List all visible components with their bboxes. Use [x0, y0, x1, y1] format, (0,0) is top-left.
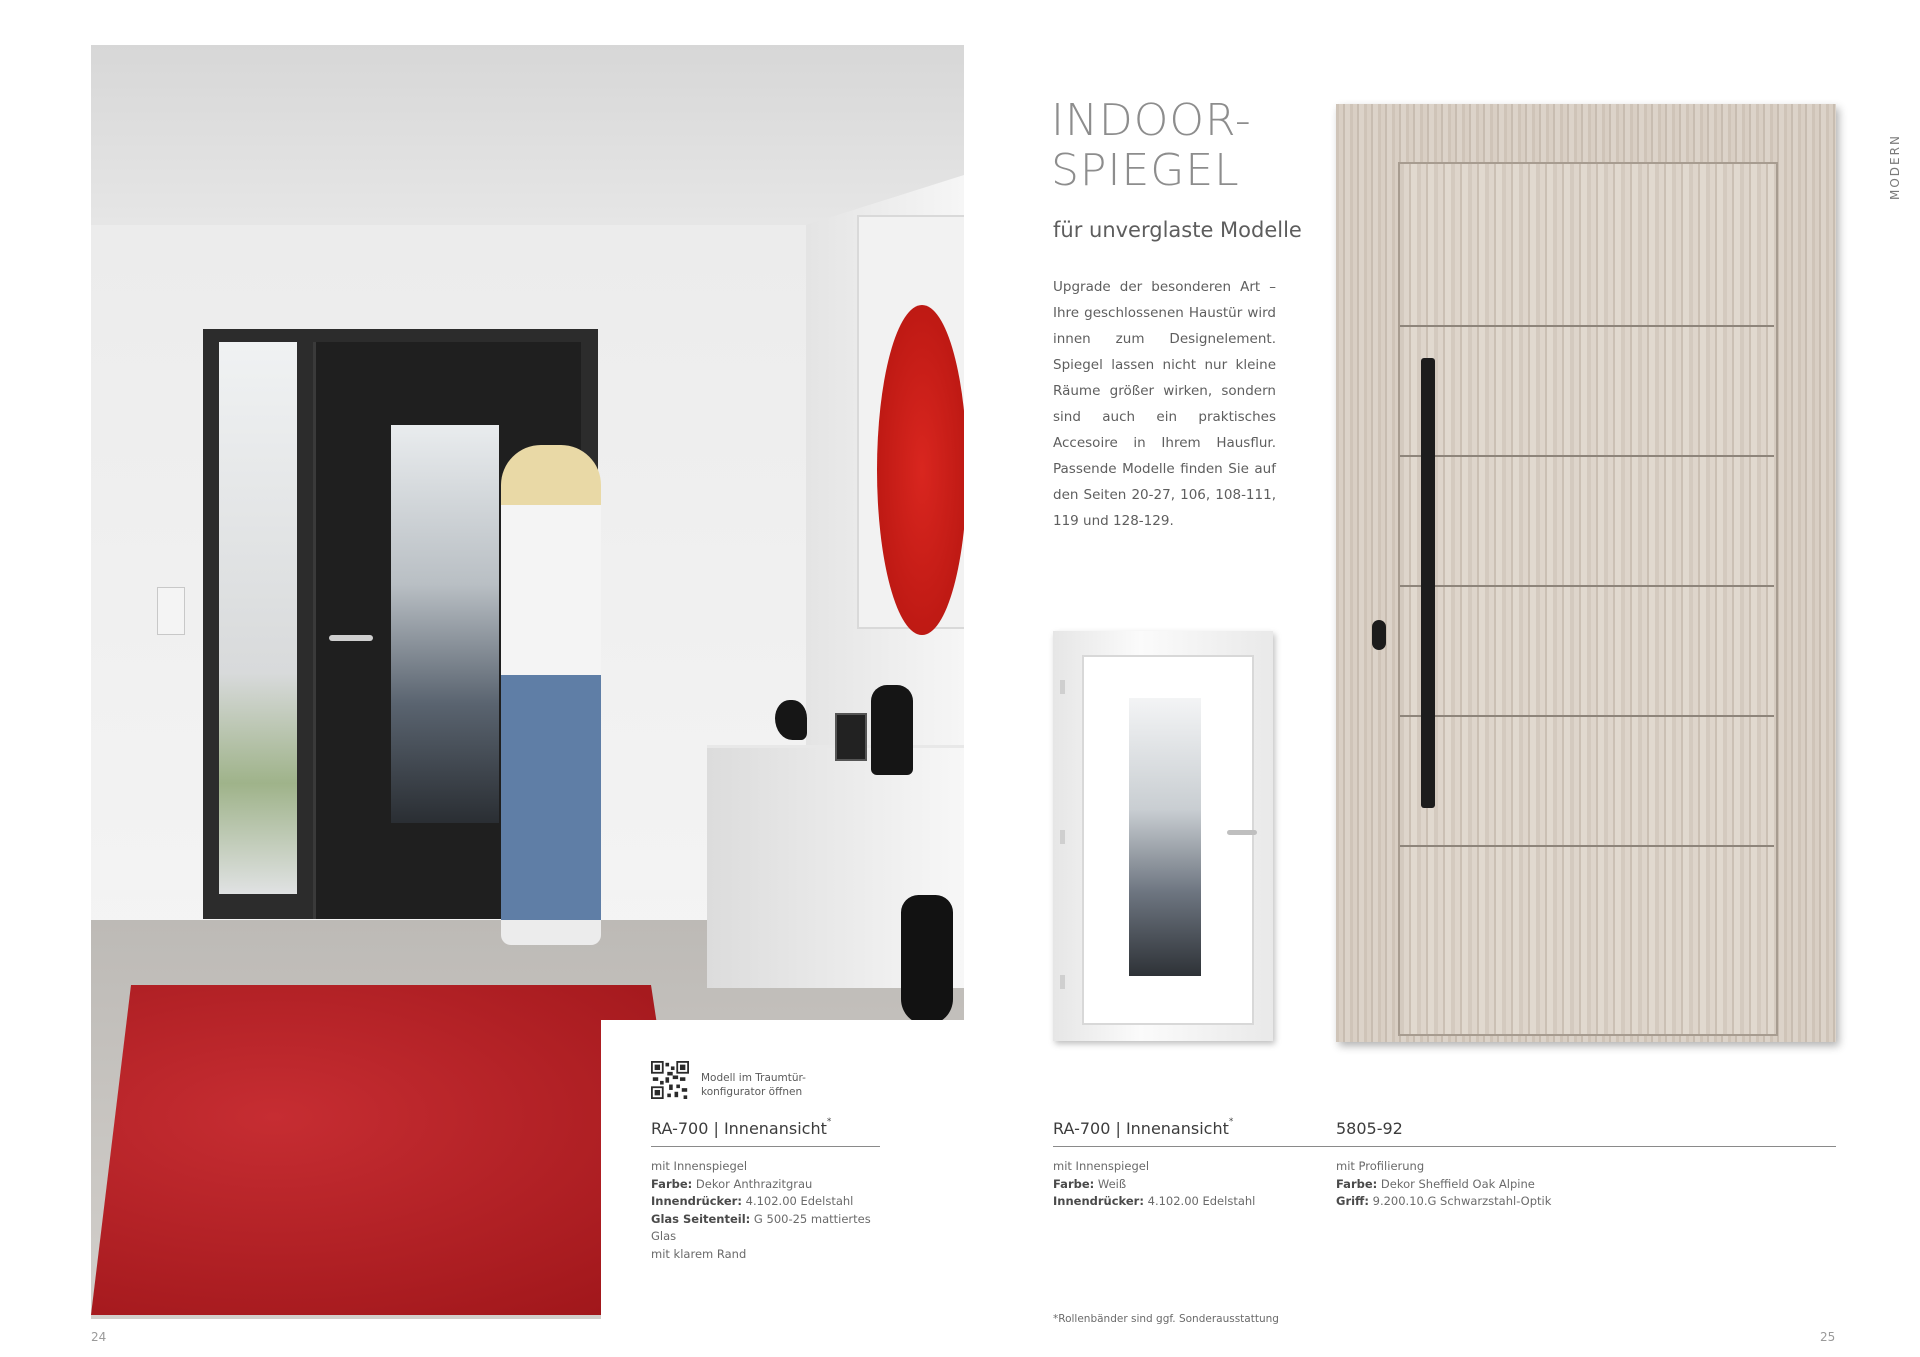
product-a-title	[1053, 1119, 1233, 1138]
headline-line-2: SPIEGEL	[1051, 145, 1240, 196]
bird-figurine	[775, 700, 807, 740]
door-groove	[1400, 325, 1774, 327]
product-a-title-sup: *	[1228, 1117, 1234, 1127]
page-number-right: 25	[1820, 1330, 1836, 1344]
spec-line: Innendrücker: 4.102.00 Edelstahl	[1053, 1194, 1256, 1208]
spec-line: Farbe: Weiß	[1053, 1176, 1127, 1191]
product-a-spec-list	[1053, 1158, 1313, 1211]
picture-frame	[835, 713, 867, 761]
product-b-title: 5805-92	[1336, 1119, 1403, 1138]
spec-line: mit Innenspiegel	[1053, 1159, 1150, 1173]
door-lock	[1372, 620, 1386, 650]
headline-line-1: INDOOR-	[1051, 95, 1252, 146]
door-groove	[1400, 715, 1774, 717]
white-door-mirror	[1129, 698, 1201, 976]
painting-red-disc	[877, 305, 964, 635]
door-handle	[329, 635, 373, 641]
side-glass-panel	[219, 342, 297, 894]
door-groove	[1400, 455, 1774, 457]
product-b-spec-list	[1336, 1158, 1656, 1211]
spec-line: Glas Seitenteil: G 500-25 mattiertes Glas	[651, 1211, 871, 1243]
page-number-left: 24	[91, 1330, 107, 1344]
left-spec-list	[651, 1158, 891, 1263]
hinge	[1060, 830, 1065, 844]
right-title-rule	[1053, 1146, 1836, 1147]
footnote: *Rollenbänder sind ggf. Sonderausstattung	[1053, 1313, 1279, 1325]
spec-line: Farbe: Dekor Anthrazitgrau	[651, 1176, 813, 1191]
spec-line: mit Profilierung	[1336, 1159, 1425, 1173]
spec-line: mit klarem Rand	[651, 1246, 747, 1261]
ceiling	[91, 45, 964, 225]
woman-figure	[501, 445, 601, 945]
white-door-handle	[1227, 830, 1257, 835]
section-tab-modern: MODERN	[1888, 134, 1902, 200]
body-text: Upgrade der besonderen Art – Ihre geschlossenen Haustür wird innen zum Designelement. Spiegel lassen nicht nur kleine Räume größer wirken, sondern sind auch ein praktisches Accesoire in Ihrem Hausflur. Passende Modelle finden Sie auf den Seiten 20-27, 106, 108-111, 119 und 128-129.	[1053, 279, 1276, 529]
product-a-title-text: RA-700 | Innenansicht	[1053, 1119, 1229, 1138]
spec-line: Griff: 9.200.10.G Schwarzstahl-Optik	[1336, 1194, 1552, 1208]
door-mirror	[391, 425, 499, 823]
black-vase	[871, 685, 913, 775]
subheadline: für unverglaste Modelle	[1053, 218, 1302, 242]
spec-line: mit Innenspiegel	[651, 1159, 748, 1173]
spec-line: Farbe: Dekor Sheffield Oak Alpine	[1336, 1176, 1535, 1191]
wooden-door-leaf	[1398, 162, 1778, 1036]
left-model-title	[651, 1119, 831, 1138]
left-title-rule	[651, 1146, 880, 1147]
headline	[1051, 96, 1252, 196]
spec-line: Innendrücker: 4.102.00 Edelstahl	[651, 1194, 854, 1208]
door-groove	[1400, 585, 1774, 587]
black-vase-floor	[901, 895, 953, 1025]
bar-handle	[1421, 358, 1435, 808]
qr-hint-text[interactable]: Modell im Traumtür- konfigurator öffnen	[701, 1072, 806, 1098]
hinge	[1060, 975, 1065, 989]
door-groove	[1400, 845, 1774, 847]
qr-code-icon[interactable]	[651, 1061, 689, 1099]
left-model-title-sup: *	[826, 1117, 832, 1127]
light-switch	[157, 587, 185, 635]
hinge	[1060, 680, 1065, 694]
left-model-title-text: RA-700 | Innenansicht	[651, 1119, 827, 1138]
